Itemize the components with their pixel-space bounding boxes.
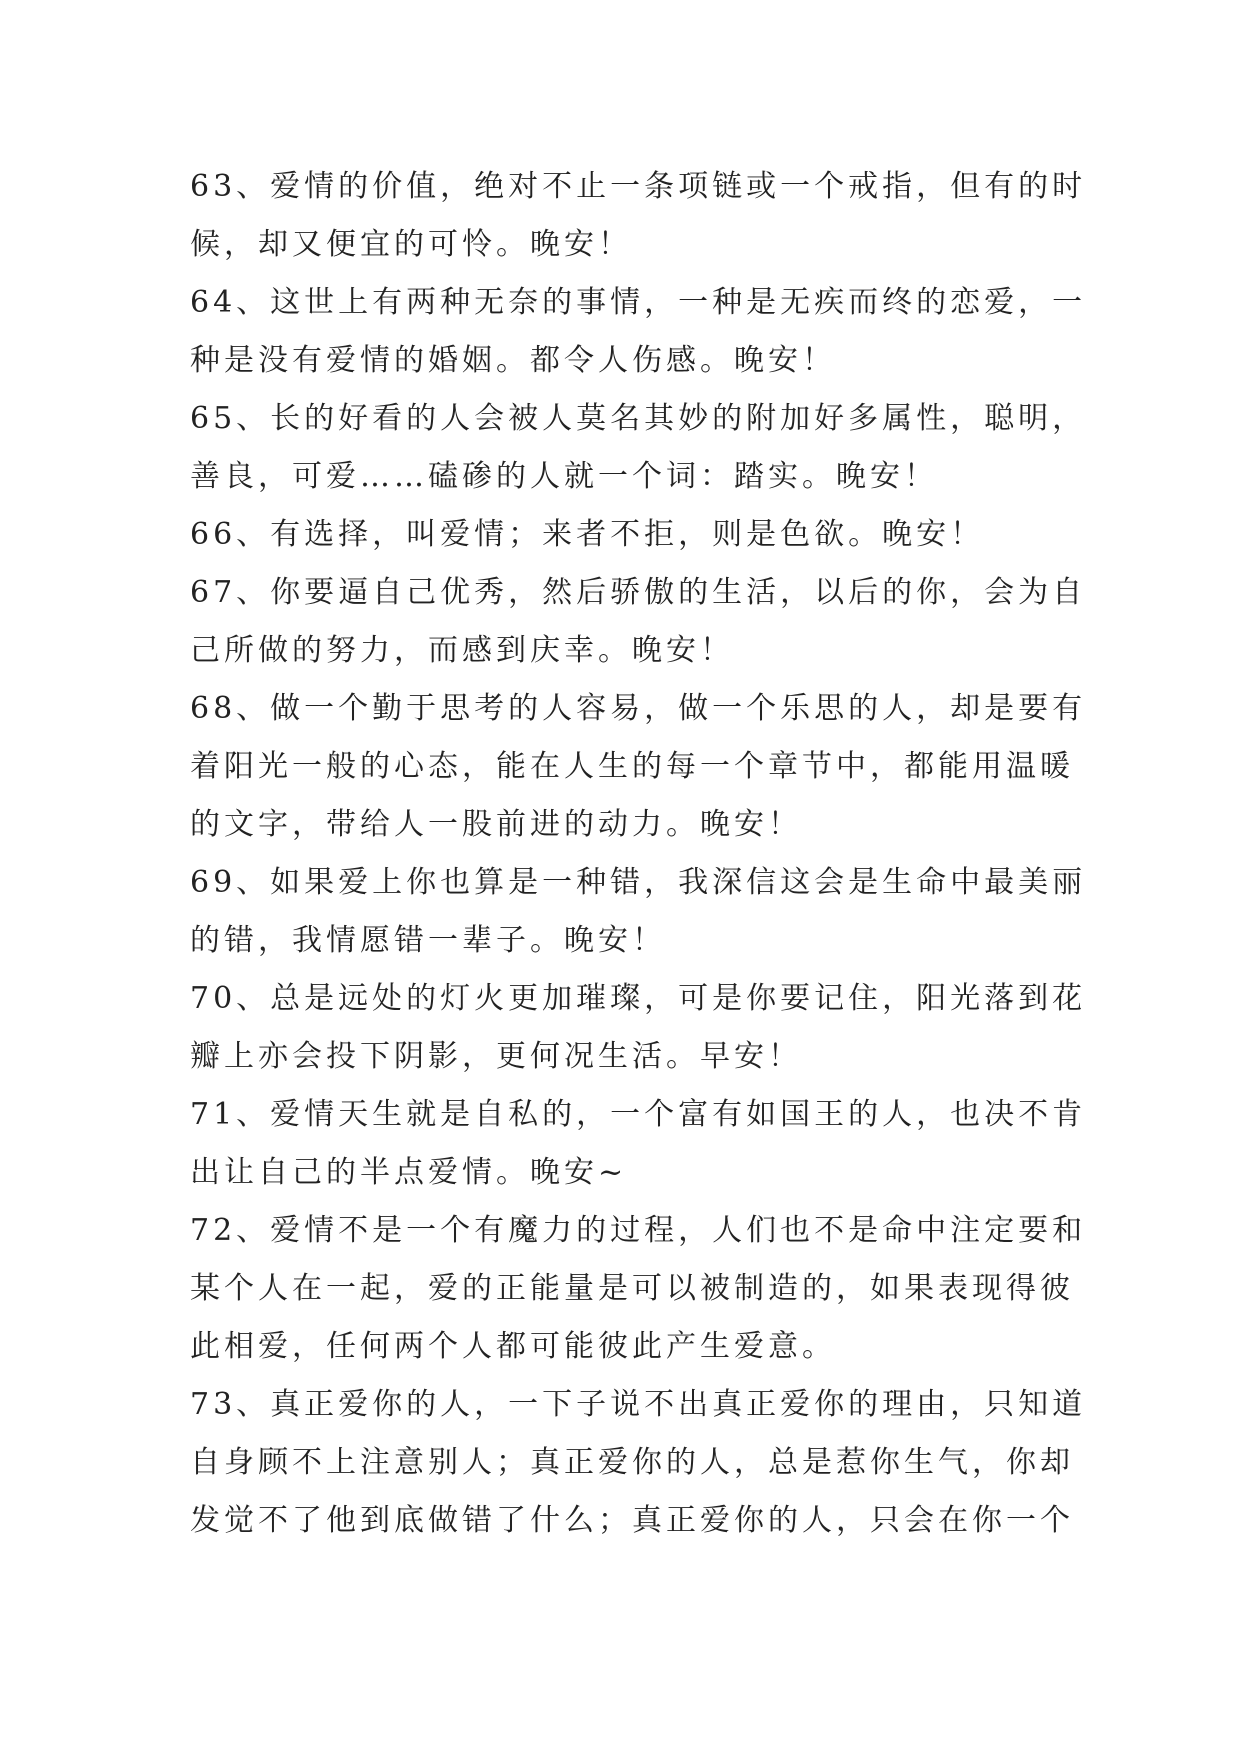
text-line: 的错，我情愿错一辈子。晚安！: [190, 923, 666, 958]
text-line: 66、有选择，叫爱情；来者不拒，则是色欲。晚安！: [190, 517, 985, 552]
text-line: 64、这世上有两种无奈的事情，一种是无疾而终的恋爱，一: [190, 285, 1087, 320]
text-line: 己所做的努力，而感到庆幸。晚安！: [190, 633, 734, 668]
text-line: 着阳光一般的心态，能在人生的每一个章节中，都能用温暖: [190, 749, 1074, 784]
text-line: 善良，可爱……磕碜的人就一个词：踏实。晚安！: [190, 459, 938, 494]
text-line: 出让自己的半点爱情。晚安~: [190, 1155, 628, 1190]
text-line: 此相爱，任何两个人都可能彼此产生爱意。: [190, 1329, 836, 1364]
text-line: 63、爱情的价值，绝对不止一条项链或一个戒指，但有的时: [190, 169, 1087, 204]
text-line: 68、做一个勤于思考的人容易，做一个乐思的人，却是要有: [190, 691, 1087, 726]
text-line: 67、你要逼自己优秀，然后骄傲的生活，以后的你，会为自: [190, 575, 1087, 610]
text-line: 65、长的好看的人会被人莫名其妙的附加好多属性，聪明，: [190, 401, 1087, 436]
document-body: [190, 158, 1087, 1550]
text-line: 71、爱情天生就是自私的，一个富有如国王的人，也决不肯: [190, 1097, 1087, 1132]
text-line: 69、如果爱上你也算是一种错，我深信这会是生命中最美丽: [190, 865, 1087, 900]
text-line: 70、总是远处的灯火更加璀璨，可是你要记住，阳光落到花: [190, 981, 1087, 1016]
text-line: 72、爱情不是一个有魔力的过程，人们也不是命中注定要和: [190, 1213, 1087, 1248]
text-line: 73、真正爱你的人，一下子说不出真正爱你的理由，只知道: [190, 1387, 1087, 1422]
text-line: 某个人在一起，爱的正能量是可以被制造的，如果表现得彼: [190, 1271, 1074, 1306]
text-line: 种是没有爱情的婚姻。都令人伤感。晚安！: [190, 343, 836, 378]
text-line: 的文字，带给人一股前进的动力。晚安！: [190, 807, 802, 842]
text-line: 瓣上亦会投下阴影，更何况生活。早安！: [190, 1039, 802, 1074]
text-line: 发觉不了他到底做错了什么；真正爱你的人，只会在你一个: [190, 1503, 1074, 1538]
text-line: 自身顾不上注意别人；真正爱你的人，总是惹你生气，你却: [190, 1445, 1074, 1480]
text-line: 候，却又便宜的可怜。晚安！: [190, 227, 632, 262]
